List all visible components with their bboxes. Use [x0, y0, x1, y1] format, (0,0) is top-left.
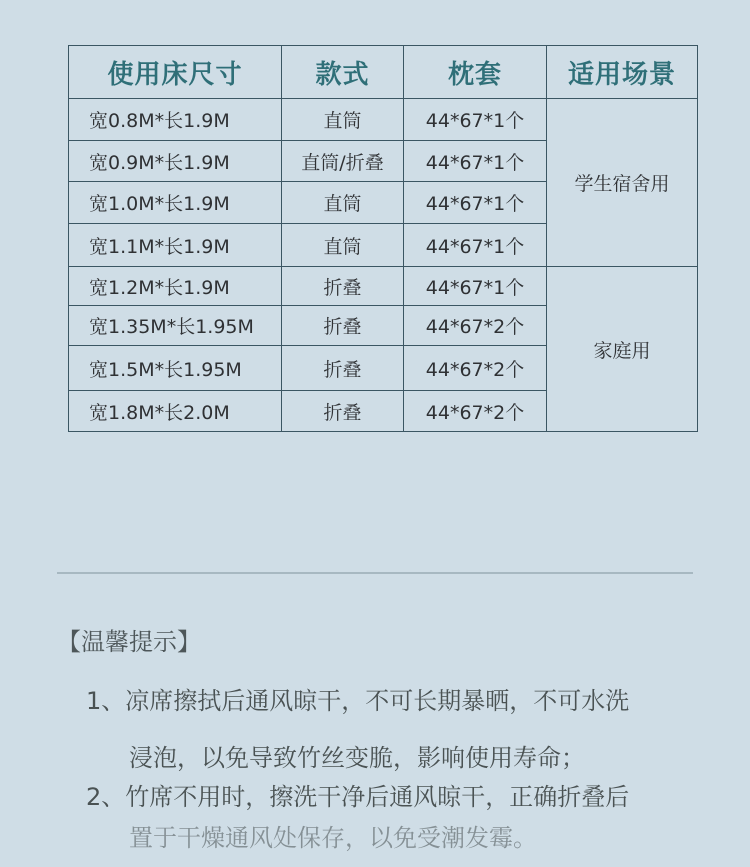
cell-scene-dorm: 学生宿舍用	[547, 99, 698, 267]
cell-style: 直筒	[282, 182, 404, 224]
section-divider	[57, 572, 693, 574]
tip-line: 2、竹席不用时，擦洗干净后通风晾干，正确折叠后	[86, 783, 630, 811]
cell-size: 宽1.0M*长1.9M	[69, 182, 282, 224]
cell-style: 折叠	[282, 346, 404, 391]
cell-size: 宽0.8M*长1.9M	[69, 99, 282, 141]
cell-pillow: 44*67*2个	[404, 346, 547, 391]
tip-line: 浸泡，以免导致竹丝变脆，影响使用寿命；	[129, 744, 585, 772]
header-scene: 适用场景	[547, 46, 698, 99]
tip-line: 1、凉席擦拭后通风晾干，不可长期暴晒，不可水洗	[86, 687, 630, 715]
cell-scene-home: 家庭用	[547, 267, 698, 432]
tip-line: 置于干燥通风处保存，以免受潮发霉。	[129, 824, 537, 852]
cell-style: 直筒	[282, 224, 404, 267]
header-pillow: 枕套	[404, 46, 547, 99]
cell-size: 宽1.5M*长1.95M	[69, 346, 282, 391]
cell-style: 折叠	[282, 306, 404, 346]
table-header-row	[69, 46, 698, 99]
bed-size-table	[68, 45, 698, 432]
cell-style: 折叠	[282, 267, 404, 306]
cell-style: 折叠	[282, 391, 404, 432]
table-row	[69, 99, 698, 141]
cell-size: 宽1.35M*长1.95M	[69, 306, 282, 346]
cell-size: 宽0.9M*长1.9M	[69, 141, 282, 182]
cell-style: 直筒	[282, 99, 404, 141]
cell-style: 直筒/折叠	[282, 141, 404, 182]
cell-size: 宽1.1M*长1.9M	[69, 224, 282, 267]
cell-pillow: 44*67*2个	[404, 391, 547, 432]
cell-size: 宽1.2M*长1.9M	[69, 267, 282, 306]
header-size: 使用床尺寸	[69, 46, 282, 99]
header-style: 款式	[282, 46, 404, 99]
cell-pillow: 44*67*1个	[404, 99, 547, 141]
cell-pillow: 44*67*1个	[404, 224, 547, 267]
cell-pillow: 44*67*2个	[404, 306, 547, 346]
tips-title: 【温馨提示】	[57, 628, 201, 656]
cell-pillow: 44*67*1个	[404, 182, 547, 224]
cell-size: 宽1.8M*长2.0M	[69, 391, 282, 432]
cell-pillow: 44*67*1个	[404, 141, 547, 182]
cell-pillow: 44*67*1个	[404, 267, 547, 306]
table-row	[69, 267, 698, 306]
